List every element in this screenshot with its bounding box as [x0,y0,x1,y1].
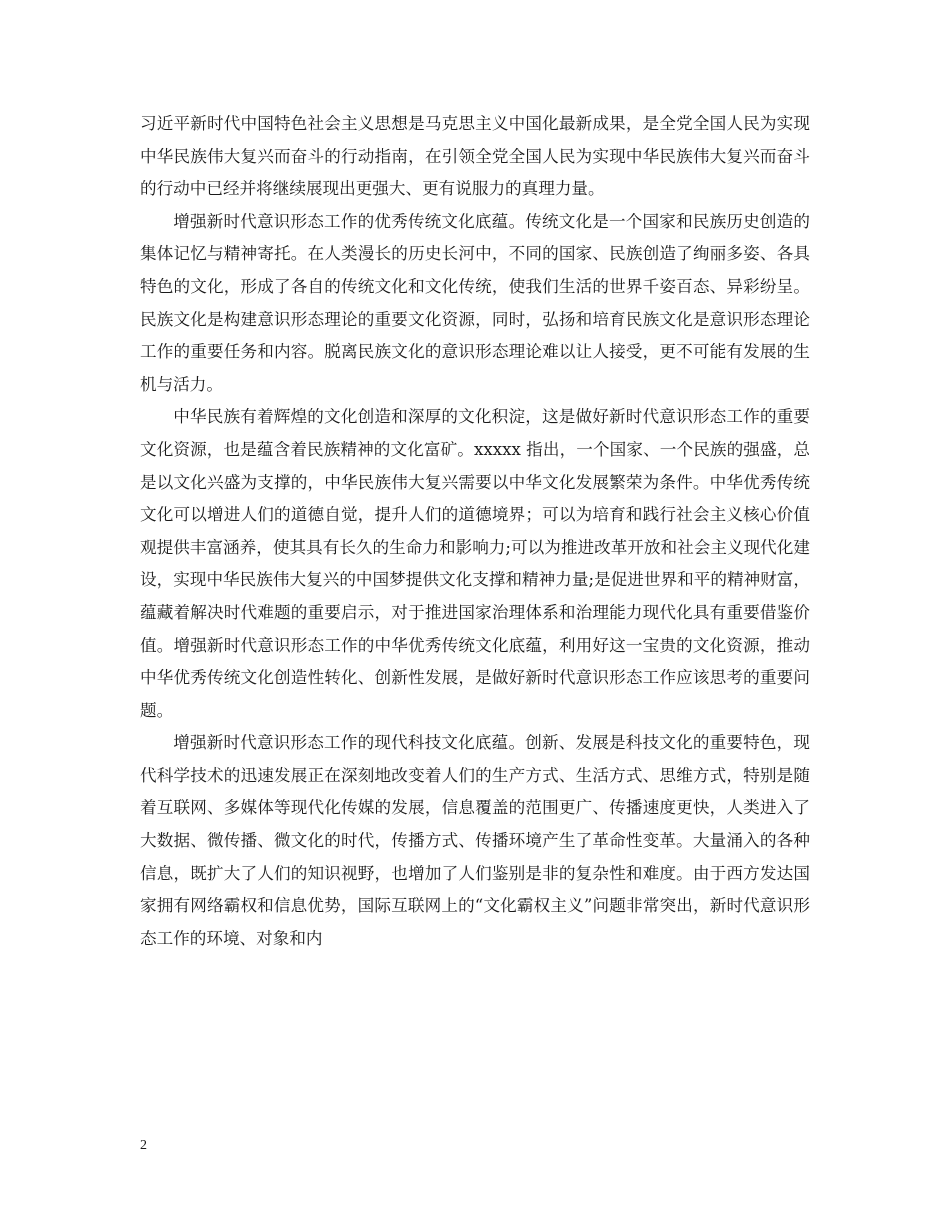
paragraph-4: 增强新时代意识形态工作的现代科技文化底蕴。创新、发展是科技文化的重要特色，现代科学技术的迅速发展正在深刻地改变着人们的生产方式、生活方式、思维方式，特别是随着互联网、多媒体等现代化传媒的发展，信息覆盖的范围更广、传播速度更快，人类进入了大数据、微传播、微文化的时代，传播方式、传播环境产生了革命性变革。大量涌入的各种信息，既扩大了人们的知识视野，也增加了人们鉴别是非的复杂性和难度。由于西方发达国家拥有网络霸权和信息优势，国际互联网上的“文化霸权主义”问题非常突出，新时代意识形态工作的环境、对象和内 [140,733,810,948]
paragraph-2: 增强新时代意识形态工作的优秀传统文化底蕴。传统文化是一个国家和民族历史创造的集体记忆与精神寄托。在人类漫长的历史长河中，不同的国家、民族创造了绚丽多姿、各具特色的文化，形成了各自的传统文化和文化传统，使我们生活的世界千姿百态、异彩纷呈。民族文化是构建意识形态理论的重要文化资源，同时，弘扬和培育民族文化是意识形态理论工作的重要任务和内容。脱离民族文化的意识形态理论难以让人接受，更不可能有发展的生机与活力。 [140,211,810,394]
page-number: 2 [140,1138,147,1153]
paragraph-1: 习近平新时代中国特色社会主义思想是马克思主义中国化最新成果，是全党全国人民为实现中华民族伟大复兴而奋斗的行动指南，在引领全党全国人民为实现中华民族伟大复兴而奋斗的行动中已经并将继续展现出更强大、更有说服力的真理力量。 [140,114,810,199]
document-body [140,108,810,955]
paragraph-3: 中华民族有着辉煌的文化创造和深厚的文化积淀，这是做好新时代意识形态工作的重要文化资源，也是蕴含着民族精神的文化富矿。xxxxx 指出，一个国家、一个民族的强盛，总是以文化兴盛为支撑的，中华民族伟大复兴需要以中华文化发展繁荣为条件。中华优秀传统文化可以增进人们的道德自觉，提升人们的道德境界；可以为培育和践行社会主义核心价值观提供丰富涵养，使其具有长久的生命力和影响力;可以为推进改革开放和社会主义现代化建设，实现中华民族伟大复兴的中国梦提供文化支撑和精神力量;是促进世界和平的精神财富，蕴藏着解决时代难题的重要启示，对于推进国家治理体系和治理能力现代化具有重要借鉴价值。增强新时代意识形态工作的中华优秀传统文化底蕴，利用好这一宝贵的文化资源，推动中华优秀传统文化创造性转化、创新性发展，是做好新时代意识形态工作应该思考的重要问题。 [140,407,810,720]
